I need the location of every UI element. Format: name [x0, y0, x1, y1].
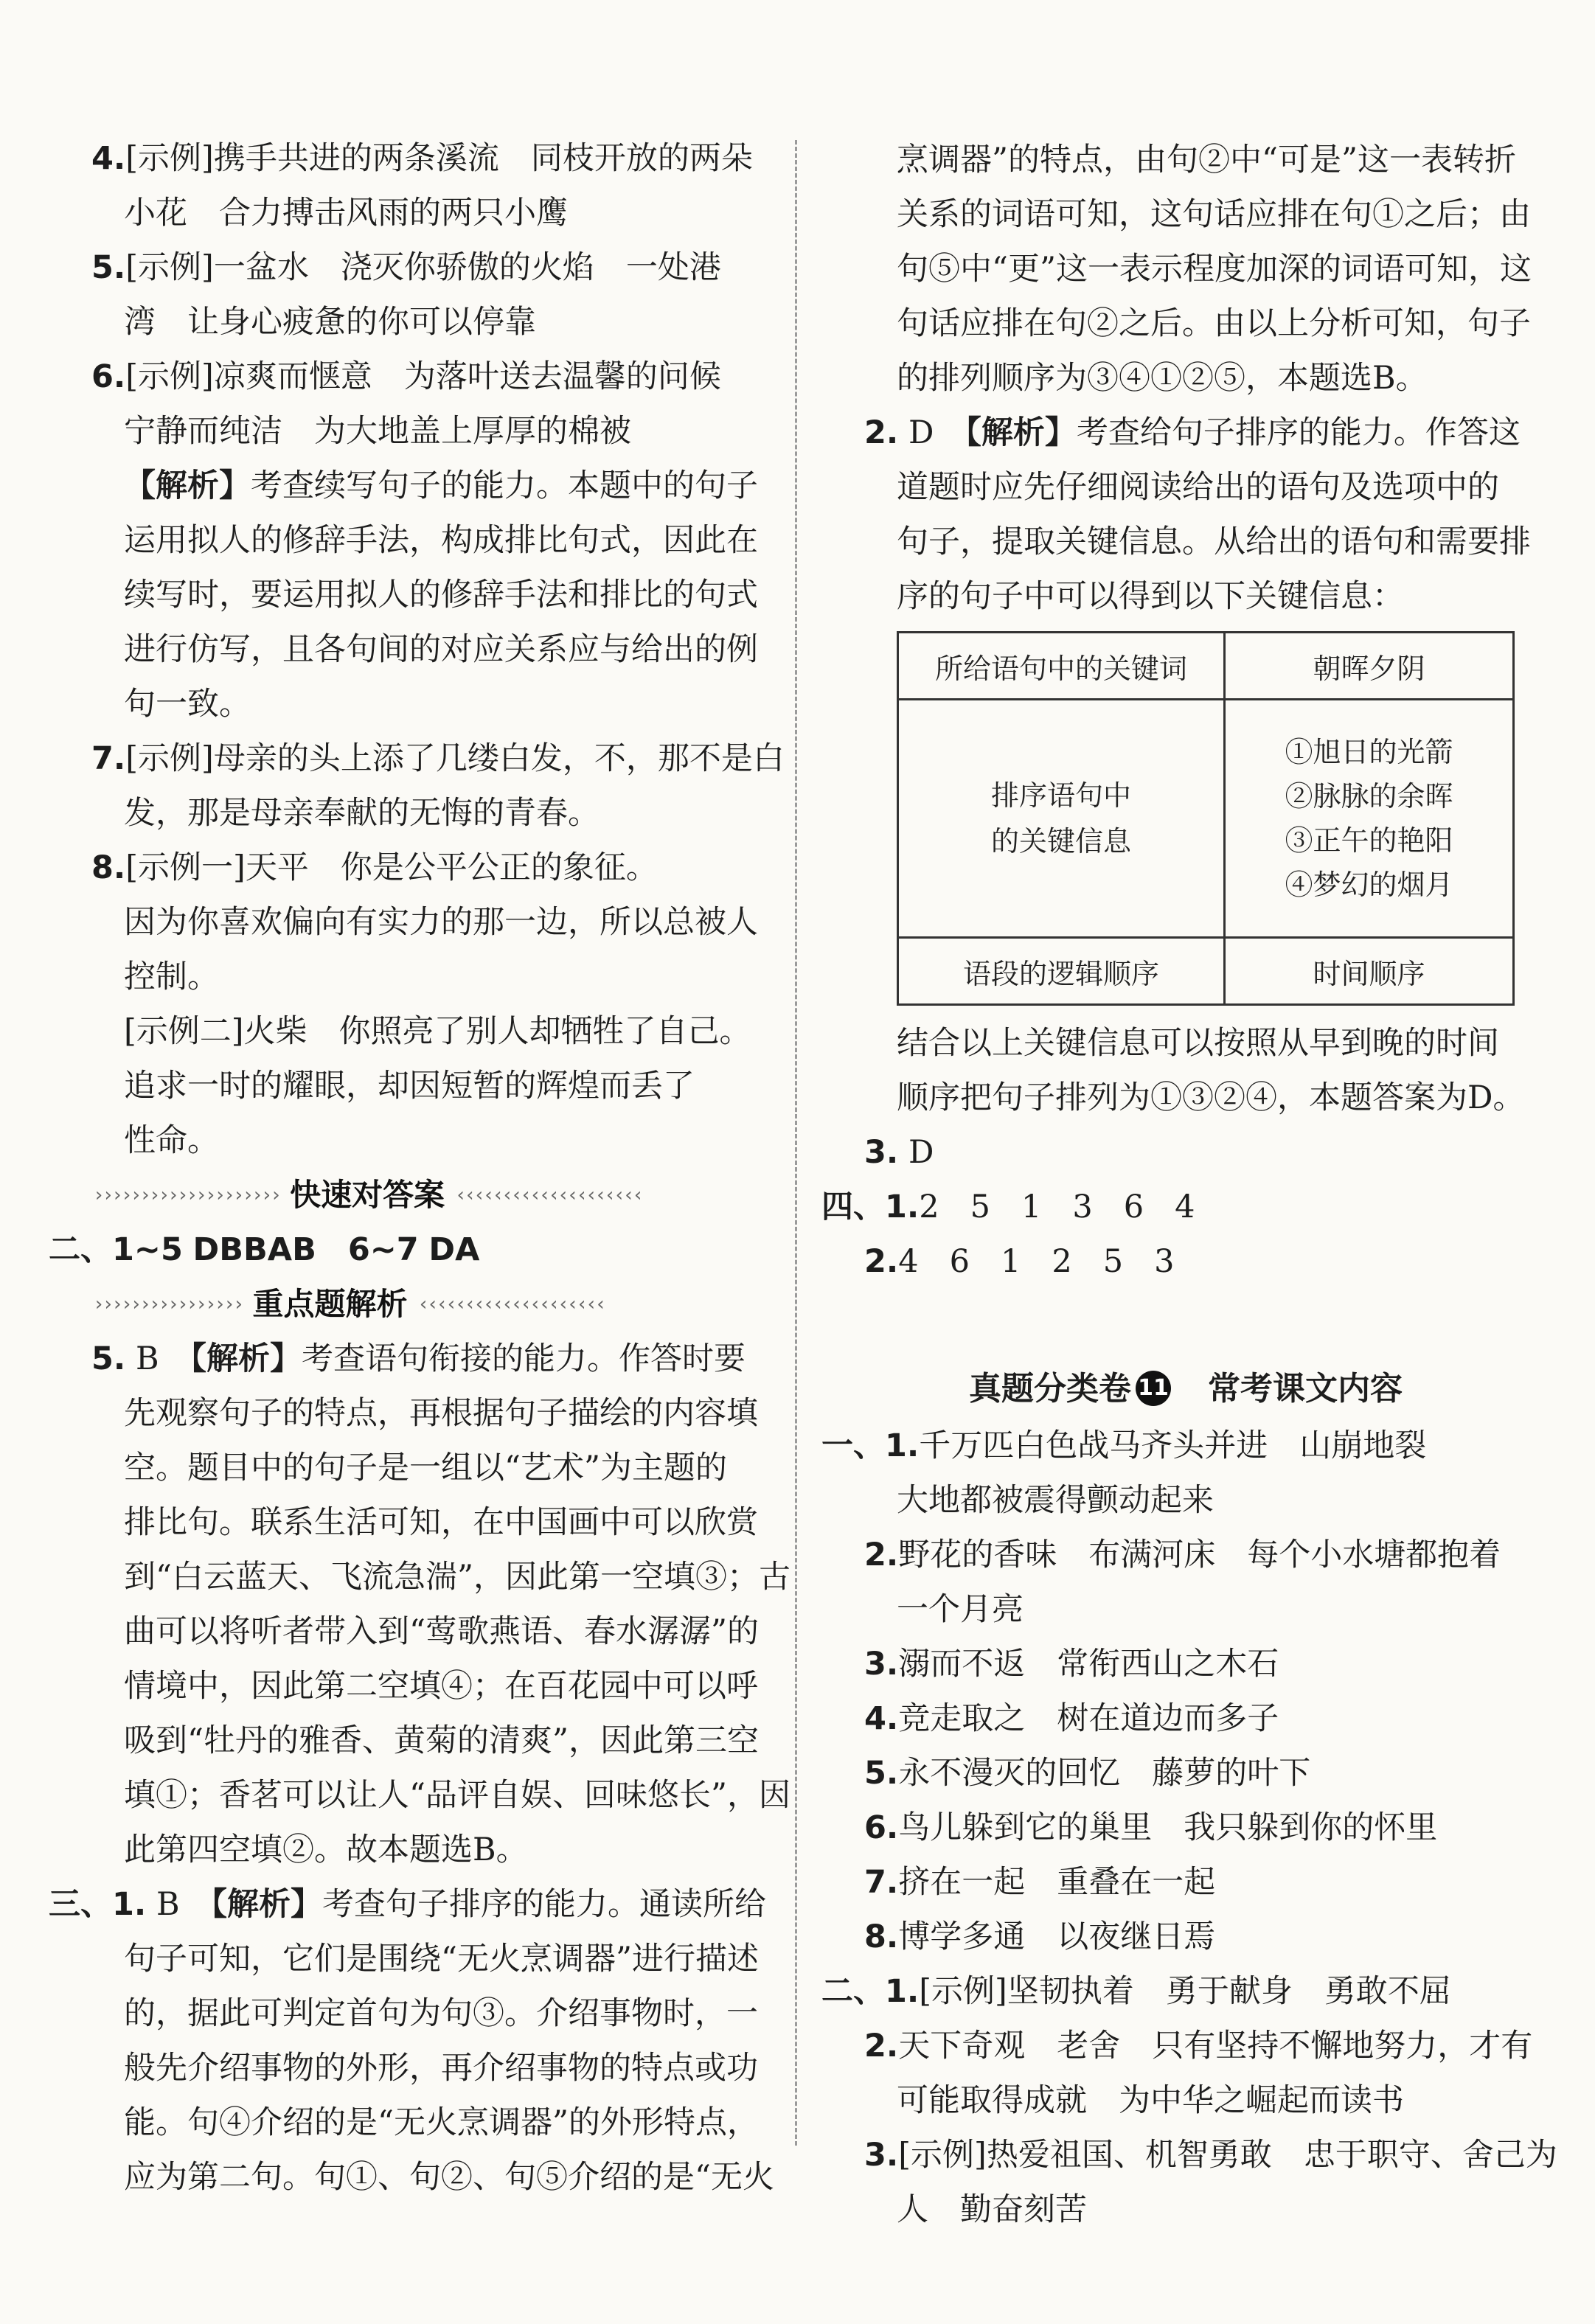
- s2-line: 二、1.[示例]坚韧执着 勇于献身 勇敢不屈: [821, 1973, 1451, 2010]
- s2-line: 可能取得成就 为中华之崛起而读书: [897, 2082, 1404, 2119]
- s1-line: 6.鸟儿躲到它的巢里 我只躲到你的怀里: [864, 1809, 1438, 1846]
- table-cell: 朝晖夕阴: [1225, 633, 1514, 700]
- q2-line: 道题时应先仔细阅读给出的语句及选项中的: [897, 469, 1499, 506]
- q8-line: 性命。: [124, 1122, 219, 1159]
- table-cell: [898, 700, 1225, 938]
- key-analysis-separator: [44, 1277, 774, 1332]
- chevron-left-icon: ‹‹‹‹‹‹‹‹‹‹‹‹‹‹‹‹‹‹‹‹: [417, 1293, 605, 1315]
- table-cell-text: ②脉脉的余晖: [1285, 780, 1453, 813]
- table-cell: 时间顺序: [1225, 938, 1514, 1005]
- table-cell: 所给语句中的关键词: [898, 633, 1225, 700]
- s1-line: 一、1.千万匹白色战马齐头并进 山崩地裂: [821, 1427, 1427, 1464]
- p5-line: 5. B 【解析】考查语句衔接的能力。作答时要: [91, 1340, 746, 1377]
- q6-jiexi-line: 【解析】考查续写句子的能力。本题中的句子: [124, 467, 758, 504]
- q8-line: 8.[示例一]天平 你是公平公正的象征。: [91, 849, 658, 886]
- table-cell-text: ③正午的艳阳: [1285, 824, 1453, 857]
- cont-line: 的排列顺序为③④①②⑤，本题选B。: [897, 360, 1428, 397]
- q6-line1: 6.[示例]凉爽而惬意 为落叶送去温馨的问候: [91, 358, 721, 395]
- p5-line: 空。题目中的句子是一组以“艺术”为主题的: [124, 1450, 727, 1486]
- q8-line: 因为你喜欢偏向有实力的那一边，所以总被人: [124, 904, 758, 941]
- p31-line: 般先介绍事物的外形，再介绍事物的特点或功: [124, 2050, 758, 2087]
- p5-line: 情境中，因此第二空填④；在百花园中可以呼: [124, 1668, 758, 1705]
- q6-jiexi-line: 句一致。: [124, 686, 251, 723]
- quick-answer-line: 二、1~5 DBBAB 6~7 DA: [49, 1231, 480, 1268]
- p5-line: 曲可以将听者带入到“莺歌燕语、春水潺潺”的: [124, 1613, 759, 1650]
- s1-line: 大地都被震得颤动起来: [897, 1482, 1214, 1519]
- table-cell-text: 的关键信息: [990, 825, 1131, 857]
- chevron-right-icon: ››››››››››››››››: [93, 1293, 243, 1315]
- q8-line: [示例二]火柴 你照亮了别人却牺牲了自己。: [124, 1013, 751, 1050]
- key-info-table: [897, 631, 1515, 1006]
- p31-line: 应为第二句。句①、句②、句⑤介绍的是“无火: [124, 2159, 774, 2196]
- s2-line: 3.[示例]热爱祖国、机智勇敢 忠于职守、舍己为: [864, 2137, 1557, 2174]
- q5-line2: 湾 让身心疲惫的你可以停靠: [124, 304, 536, 341]
- table-cell-text: ①旭日的光箭: [1285, 736, 1453, 768]
- p5-line: 填①；香茗可以让人“品评自娱、回味悠长”，因: [124, 1777, 790, 1814]
- after-table-line: 顺序把句子排列为①③②④，本题答案为D。: [897, 1079, 1525, 1116]
- q7-line2: 发，那是母亲奉献的无悔的青春。: [124, 795, 600, 832]
- column-divider: [795, 140, 797, 2146]
- q3-line: 3. D: [864, 1134, 934, 1171]
- q5-line1: 5.[示例]一盆水 浇灭你骄傲的火焰 一处港: [91, 249, 721, 286]
- p31-line: 句子可知，它们是围绕“无火烹调器”进行描述: [124, 1941, 759, 1977]
- s1-line: 7.挤在一起 重叠在一起: [864, 1864, 1216, 1901]
- section-heading: 真题分类卷 11 常考课文内容: [969, 1370, 1403, 1408]
- table-cell: [1225, 700, 1514, 938]
- q8-line: 追求一时的耀眼，却因短暂的辉煌而丢了: [124, 1068, 695, 1104]
- after-table-line: 结合以上关键信息可以按照从早到晚的时间: [897, 1025, 1499, 1062]
- quick-answers-separator: [44, 1168, 774, 1222]
- p5-line: 排比句。联系生活可知，在中国画中可以欣赏: [124, 1504, 758, 1541]
- s2-line: 人 勤奋刻苦: [897, 2191, 1087, 2228]
- q6-jiexi-line: 续写时，要运用拟人的修辞手法和排比的句式: [124, 577, 758, 613]
- key-analysis-title: 重点题解析: [252, 1286, 408, 1322]
- q4-line1: 4.[示例]携手共进的两条溪流 同枝开放的两朵: [91, 140, 753, 177]
- s1-line: 2.野花的香味 布满河床 每个小水塘都抱着: [864, 1537, 1501, 1573]
- q6-line2: 宁静而纯洁 为大地盖上厚厚的棉被: [124, 413, 631, 450]
- quick-answers-title: 快速对答案: [290, 1177, 445, 1213]
- q6-jiexi-line: 进行仿写，且各句间的对应关系应与给出的例: [124, 631, 758, 668]
- q4-line2: 小花 合力搏击风雨的两只小鹰: [124, 195, 568, 232]
- table-cell: 语段的逻辑顺序: [898, 938, 1225, 1005]
- circled-number-badge: 11: [1136, 1371, 1171, 1406]
- q7-line1: 7.[示例]母亲的头上添了几缕白发，不，那不是白: [91, 740, 785, 777]
- cont-line: 烹调器”的特点，由句②中“可是”这一表转折: [897, 142, 1516, 178]
- p5-line: 先观察句子的特点，再根据句子描绘的内容填: [124, 1395, 758, 1432]
- s1-line: 5.永不漫灭的回忆 藤萝的叶下: [864, 1755, 1311, 1792]
- cont-line: 句话应排在句②之后。由以上分析可知，句子: [897, 305, 1531, 342]
- s2-line: 2.天下奇观 老舍 只有坚持不懈地努力，才有: [864, 2028, 1533, 2064]
- q8-line: 控制。: [124, 959, 219, 995]
- q2-line: 句子，提取关键信息。从给出的语句和需要排: [897, 523, 1531, 560]
- p5-line: 此第四空填②。故本题选B。: [124, 1831, 528, 1868]
- chevron-left-icon: ‹‹‹‹‹‹‹‹‹‹‹‹‹‹‹‹‹‹‹‹: [455, 1184, 642, 1206]
- q2-line: 2. D 【解析】考查给句子排序的能力。作答这: [864, 414, 1521, 451]
- s1-line: 一个月亮: [897, 1591, 1024, 1628]
- s4-line2: 2.4 6 1 2 5 3: [864, 1243, 1175, 1280]
- q2-line: 序的句子中可以得到以下关键信息：: [897, 578, 1404, 615]
- s1-line: 8.博学多通 以夜继日焉: [864, 1918, 1216, 1955]
- p5-line: 吸到“牡丹的雅香、黄菊的清爽”，因此第三空: [124, 1722, 759, 1759]
- right-column: [817, 133, 1557, 2237]
- p31-line: 的，据此可判定首句为句③。介绍事物时，一: [124, 1995, 758, 2032]
- left-column: [44, 131, 790, 2205]
- cont-line: 关系的词语可知，这句话应排在句①之后；由: [897, 196, 1531, 233]
- q6-jiexi-line: 运用拟人的修辞手法，构成排比句式，因此在: [124, 522, 758, 559]
- p31-line: 三、1. B 【解析】考查句子排序的能力。通读所给: [49, 1886, 767, 1923]
- s1-line: 4.竞走取之 树在道边而多子: [864, 1700, 1279, 1737]
- table-cell-text: 排序语句中: [990, 779, 1131, 812]
- cont-line: 句⑤中“更”这一表示程度加深的词语可知，这: [897, 251, 1532, 288]
- p5-line: 到“白云蓝天、飞流急湍”，因此第一空填③；古: [124, 1559, 790, 1596]
- s4-line1: 四、1.2 5 1 3 6 4: [821, 1189, 1195, 1225]
- s1-line: 3.溺而不返 常衔西山之木石: [864, 1646, 1279, 1683]
- table-cell-text: ④梦幻的烟月: [1285, 869, 1453, 901]
- p31-line: 能。句④介绍的是“无火烹调器”的外形特点，: [124, 2104, 759, 2141]
- chevron-right-icon: ››››››››››››››››››››: [93, 1184, 280, 1206]
